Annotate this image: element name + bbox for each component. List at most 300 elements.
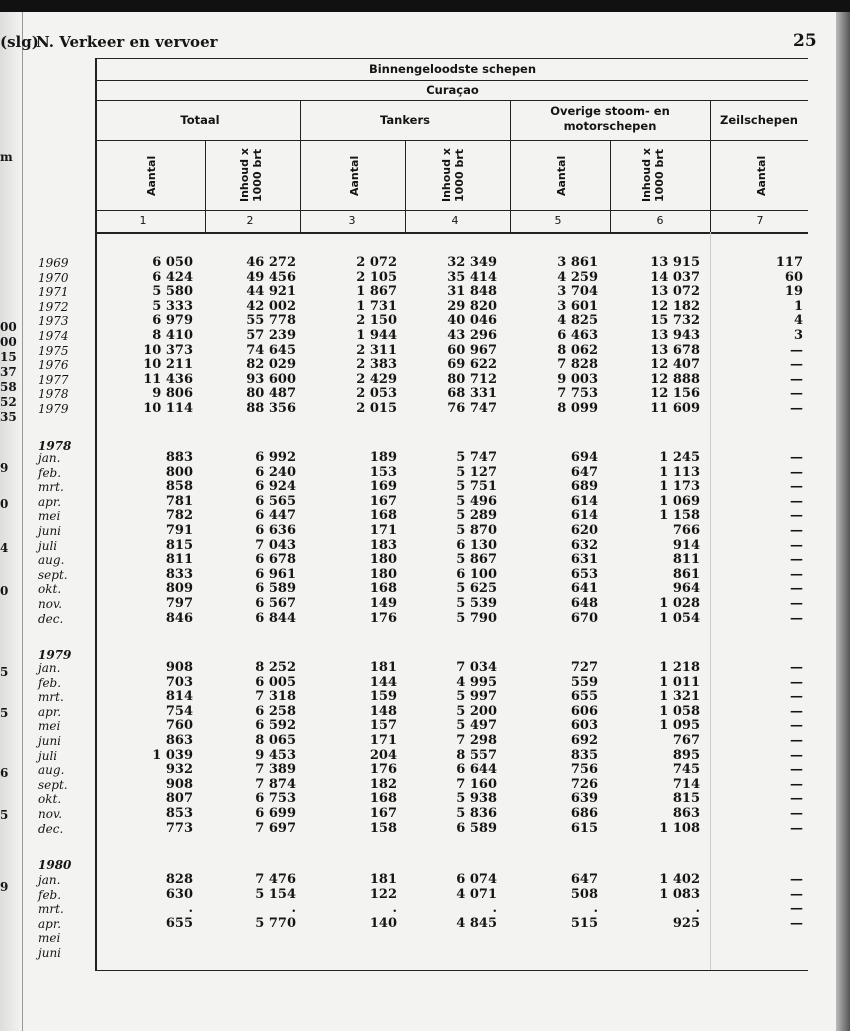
table-cell: 1 944 bbox=[356, 328, 397, 343]
table-cell: 5 938 bbox=[456, 791, 497, 807]
table-cell: 13 943 bbox=[650, 328, 700, 343]
margin-fragment: 5 bbox=[0, 665, 9, 679]
table-cell: 49 456 bbox=[246, 269, 296, 285]
table-cell: 5 790 bbox=[456, 610, 497, 626]
table-cell: 10 373 bbox=[143, 342, 193, 358]
table-cell: 159 bbox=[369, 689, 397, 705]
table-cell: 760 bbox=[165, 718, 193, 734]
table-cell: 13 678 bbox=[650, 342, 700, 358]
row-period: 1976 bbox=[38, 358, 69, 373]
table-cell: 15 732 bbox=[650, 313, 700, 329]
table-cell: 647 bbox=[570, 464, 598, 480]
table-cell: 6 130 bbox=[456, 537, 497, 553]
table-cell: 2 072 bbox=[356, 255, 397, 270]
row-period: aug. bbox=[38, 763, 65, 778]
row-period: mrt. bbox=[38, 902, 64, 917]
table-cell: 9 806 bbox=[152, 386, 193, 402]
row-period: mei bbox=[38, 719, 61, 734]
table-cell: 12 888 bbox=[650, 371, 700, 387]
table-cell: 614 bbox=[570, 508, 598, 524]
table-cell: 5 497 bbox=[456, 718, 497, 734]
table-cell: 846 bbox=[165, 610, 193, 626]
table-cell: 863 bbox=[672, 806, 700, 821]
table-cell: — bbox=[790, 523, 803, 538]
table-cell: 964 bbox=[672, 581, 700, 597]
table-cell: . bbox=[392, 901, 397, 917]
row-period: juli bbox=[38, 748, 58, 763]
table-cell: 8 252 bbox=[255, 660, 296, 675]
table-cell: — bbox=[790, 791, 803, 807]
table-cell: 828 bbox=[165, 872, 193, 887]
table-cell: 2 150 bbox=[356, 313, 397, 329]
scan-border bbox=[0, 0, 850, 12]
margin-fragment: 37 bbox=[0, 365, 17, 379]
table-cell: 603 bbox=[570, 718, 598, 734]
margin-fragment: 9 bbox=[0, 461, 9, 475]
table-cell: 925 bbox=[672, 915, 700, 931]
margin-fragment: 5 bbox=[0, 706, 9, 720]
table-cell: 168 bbox=[369, 581, 397, 597]
table-cell: 117 bbox=[775, 255, 803, 270]
table-cell: — bbox=[790, 660, 803, 675]
table-cell: 6 924 bbox=[255, 479, 296, 495]
row-period: okt. bbox=[38, 792, 62, 807]
table-cell: 5 867 bbox=[456, 552, 497, 568]
table-cell: 5 289 bbox=[456, 508, 497, 524]
margin-fragment: m bbox=[0, 150, 13, 164]
table-cell: 1 402 bbox=[659, 872, 700, 887]
table-cell: 9 453 bbox=[255, 747, 296, 763]
table-cell: — bbox=[790, 581, 803, 597]
table-cell: 8 099 bbox=[557, 401, 598, 416]
table-cell: 800 bbox=[165, 464, 193, 480]
table-cell: . bbox=[695, 901, 700, 917]
table-cell: — bbox=[790, 886, 803, 902]
column-number: 5 bbox=[554, 214, 562, 227]
table-cell: 908 bbox=[165, 660, 193, 675]
column-number: 7 bbox=[756, 214, 764, 227]
table-cell: 773 bbox=[165, 820, 193, 836]
table-cell: 5 127 bbox=[456, 464, 497, 480]
row-period: apr. bbox=[38, 704, 62, 719]
table-cell: 29 820 bbox=[447, 298, 497, 314]
table-cell: 4 071 bbox=[456, 886, 497, 902]
table-cell: 7 697 bbox=[255, 820, 296, 836]
table-cell: 811 bbox=[672, 552, 700, 568]
margin-fragment: 52 bbox=[0, 395, 17, 409]
table-cell: 647 bbox=[570, 872, 598, 887]
table-cell: 914 bbox=[672, 537, 700, 553]
table-cell: — bbox=[790, 610, 803, 626]
row-period: 1978 bbox=[38, 387, 69, 402]
table-cell: 19 bbox=[784, 284, 803, 300]
table-cell: 833 bbox=[165, 566, 193, 582]
table-cell: 2 015 bbox=[356, 401, 397, 416]
table-cell: 6 589 bbox=[456, 820, 497, 836]
table-cell: 144 bbox=[369, 674, 397, 690]
table-cell: 2 053 bbox=[356, 386, 397, 402]
table-cell: 9 003 bbox=[557, 371, 598, 387]
table-cell: 7 874 bbox=[255, 776, 296, 792]
table-cell: 6 961 bbox=[255, 566, 296, 582]
table-cell: 5 154 bbox=[255, 886, 296, 902]
table-cell: 2 311 bbox=[356, 342, 397, 358]
table-cell: 176 bbox=[369, 762, 397, 778]
table-cell: 6 074 bbox=[456, 872, 497, 887]
row-period: 1970 bbox=[38, 270, 69, 285]
table-cell: 6 699 bbox=[255, 806, 296, 821]
table-cell: 6 678 bbox=[255, 552, 296, 568]
table-cell: 167 bbox=[369, 806, 397, 821]
row-period: 1974 bbox=[38, 329, 69, 343]
table-cell: 149 bbox=[369, 596, 397, 611]
subheader: Aantal bbox=[555, 155, 568, 196]
margin-fragment: 4 bbox=[0, 541, 9, 555]
page-number: 25 bbox=[793, 31, 817, 51]
row-period: 1977 bbox=[38, 372, 69, 387]
margin-fragment: 58 bbox=[0, 380, 17, 394]
table-cell: 653 bbox=[570, 566, 598, 582]
table-cell: 7 298 bbox=[456, 733, 497, 748]
margin-fragment: 5 bbox=[0, 808, 9, 822]
table-cell: 55 778 bbox=[246, 313, 296, 329]
table-cell: 814 bbox=[165, 689, 193, 705]
table-cell: 655 bbox=[570, 689, 598, 705]
table-cell: 1 083 bbox=[659, 886, 700, 902]
table-cell: 5 747 bbox=[456, 450, 497, 465]
column-number: 4 bbox=[451, 214, 459, 227]
table-cell: 7 753 bbox=[557, 386, 598, 402]
row-period: nov. bbox=[38, 597, 63, 611]
table-cell: 791 bbox=[165, 523, 193, 538]
table-cell: 6 424 bbox=[152, 269, 193, 285]
table-cell: 6 565 bbox=[255, 493, 296, 509]
row-period: sept. bbox=[38, 567, 68, 582]
table-cell: — bbox=[790, 371, 803, 387]
table-cell: 6 979 bbox=[152, 313, 193, 329]
table-cell: 5 870 bbox=[456, 523, 497, 538]
row-period: mei bbox=[38, 931, 61, 946]
table-cell: 2 383 bbox=[356, 357, 397, 373]
table-cell: 745 bbox=[672, 762, 700, 778]
table-cell: 11 609 bbox=[650, 401, 700, 416]
table-cell: 726 bbox=[570, 776, 598, 792]
rule bbox=[95, 140, 808, 141]
table-cell: — bbox=[790, 552, 803, 568]
table-cell: 703 bbox=[165, 674, 193, 690]
rule bbox=[95, 58, 808, 59]
table-cell: 1 011 bbox=[659, 674, 700, 690]
row-period: 1975 bbox=[38, 343, 69, 358]
rule bbox=[95, 100, 808, 101]
table-cell: 508 bbox=[570, 886, 598, 902]
table-cell: 6 753 bbox=[255, 791, 296, 807]
table-cell: — bbox=[790, 689, 803, 705]
table-cell: 1 321 bbox=[659, 689, 700, 705]
row-period: 1971 bbox=[38, 285, 69, 300]
table-cell: 168 bbox=[369, 508, 397, 524]
table-cell: 615 bbox=[570, 820, 598, 836]
table-cell: 782 bbox=[165, 508, 193, 524]
table-cell: 168 bbox=[369, 791, 397, 807]
section-label: 1980 bbox=[38, 858, 72, 872]
table-cell: 7 476 bbox=[255, 872, 296, 887]
table-cell: 630 bbox=[165, 886, 193, 902]
rule bbox=[510, 100, 511, 232]
table-cell: 157 bbox=[369, 718, 397, 734]
table-cell: 35 414 bbox=[447, 269, 497, 285]
table-cell: 57 239 bbox=[246, 328, 296, 343]
subheader: Aantal bbox=[348, 155, 361, 196]
column-number: 6 bbox=[656, 214, 664, 227]
table-cell: 6 592 bbox=[255, 718, 296, 734]
table-cell: 68 331 bbox=[447, 386, 497, 402]
margin-fragment: 15 bbox=[0, 350, 17, 364]
table-cell: 559 bbox=[570, 674, 598, 690]
table-cell: 694 bbox=[570, 450, 598, 465]
table-cell: 6 992 bbox=[255, 450, 296, 465]
table-cell: 40 046 bbox=[447, 313, 497, 329]
table-cell: 686 bbox=[570, 806, 598, 821]
table-cell: 140 bbox=[369, 915, 397, 931]
table-cell: 6 100 bbox=[456, 566, 497, 582]
table-cell: 204 bbox=[369, 747, 397, 763]
row-period: apr. bbox=[38, 494, 62, 509]
table-cell: . bbox=[188, 901, 193, 917]
table-cell: 714 bbox=[672, 776, 700, 792]
table-cell: — bbox=[790, 450, 803, 465]
table-cell: 1 054 bbox=[659, 610, 700, 626]
table-cell: 32 349 bbox=[447, 255, 497, 270]
table-cell: — bbox=[790, 747, 803, 763]
rule bbox=[95, 80, 808, 81]
table-cell: 8 062 bbox=[557, 342, 598, 358]
rule bbox=[95, 232, 808, 234]
table-cell: — bbox=[790, 479, 803, 495]
table-cell: 7 160 bbox=[456, 776, 497, 792]
section-label: 1978 bbox=[38, 439, 72, 453]
table-cell: 5 200 bbox=[456, 703, 497, 719]
table-cell: 5 836 bbox=[456, 806, 497, 821]
margin-fragment: 9 bbox=[0, 880, 9, 894]
section-title: N. Verkeer en vervoer bbox=[36, 33, 218, 51]
margin-fragment: 00 bbox=[0, 320, 17, 334]
row-period: sept. bbox=[38, 777, 68, 792]
table-cell: 182 bbox=[369, 776, 397, 792]
table-cell: 93 600 bbox=[246, 371, 296, 387]
table-cell: 6 636 bbox=[255, 523, 296, 538]
row-period: 1972 bbox=[38, 299, 69, 314]
row-period: feb. bbox=[38, 887, 62, 902]
table-cell: 171 bbox=[369, 733, 397, 748]
table-cell: 6 447 bbox=[255, 508, 296, 524]
table-cell: 80 712 bbox=[447, 371, 497, 387]
table-cell: 180 bbox=[369, 552, 397, 568]
table-cell: 1 173 bbox=[659, 479, 700, 495]
table-cell: 5 770 bbox=[255, 915, 296, 931]
row-period: feb. bbox=[38, 675, 62, 690]
table-cell: 692 bbox=[570, 733, 598, 748]
subheader: Inhoud x 1000 brt bbox=[640, 148, 666, 202]
row-period: mei bbox=[38, 509, 61, 524]
table-cell: 853 bbox=[165, 806, 193, 821]
table-cell: 797 bbox=[165, 596, 193, 611]
row-period: mrt. bbox=[38, 690, 64, 705]
table-cell: — bbox=[790, 776, 803, 792]
table-cell: 31 848 bbox=[447, 284, 497, 300]
row-period: okt. bbox=[38, 582, 62, 597]
margin-fragment: 6 bbox=[0, 766, 9, 780]
table-cell: 781 bbox=[165, 493, 193, 509]
rule bbox=[610, 140, 611, 232]
table-cell: 620 bbox=[570, 523, 598, 538]
table-cell: 1 095 bbox=[659, 718, 700, 734]
table-cell: 14 037 bbox=[650, 269, 700, 285]
table-cell: 44 921 bbox=[246, 284, 296, 300]
table-cell: 180 bbox=[369, 566, 397, 582]
table-cell: 863 bbox=[165, 733, 193, 748]
row-period: jan. bbox=[38, 661, 61, 675]
table-cell: — bbox=[790, 464, 803, 480]
table-cell: 181 bbox=[369, 872, 397, 887]
table-cell: 5 580 bbox=[152, 284, 193, 300]
table-cell: 13 915 bbox=[650, 255, 700, 270]
table-cell: 176 bbox=[369, 610, 397, 626]
table-cell: 43 296 bbox=[447, 328, 497, 343]
table-cell: 189 bbox=[369, 450, 397, 465]
table-cell: 171 bbox=[369, 523, 397, 538]
table-cell: 4 825 bbox=[557, 313, 598, 329]
subheader: Aantal bbox=[145, 155, 158, 196]
table-cell: 5 539 bbox=[456, 596, 497, 611]
table-cell: 82 029 bbox=[246, 357, 296, 373]
row-period: apr. bbox=[38, 916, 62, 931]
table-cell: — bbox=[790, 915, 803, 931]
table-cell: 861 bbox=[672, 566, 700, 582]
table-cell: 815 bbox=[672, 791, 700, 807]
table-cell: 5 333 bbox=[152, 298, 193, 314]
row-period: feb. bbox=[38, 465, 62, 480]
table-cell: 648 bbox=[570, 596, 598, 611]
table-cell: 670 bbox=[570, 610, 598, 626]
rule bbox=[405, 140, 406, 232]
table-cell: — bbox=[790, 357, 803, 373]
table-cell: 727 bbox=[570, 660, 598, 675]
group-tankers: Tankers bbox=[380, 113, 430, 127]
table-cell: 12 156 bbox=[650, 386, 700, 402]
table-cell: 181 bbox=[369, 660, 397, 675]
table-cell: 641 bbox=[570, 581, 598, 597]
cut-header: (slg) bbox=[0, 33, 39, 51]
table-cell: — bbox=[790, 718, 803, 734]
subheader: Aantal bbox=[755, 155, 768, 196]
column-number: 3 bbox=[348, 214, 356, 227]
row-period: aug. bbox=[38, 553, 65, 568]
table-cell: 1 245 bbox=[659, 450, 700, 465]
table-cell: — bbox=[790, 493, 803, 509]
subheader: Inhoud x 1000 brt bbox=[440, 148, 466, 202]
table-cell: 606 bbox=[570, 703, 598, 719]
table-cell: 8 557 bbox=[456, 747, 497, 763]
table-cell: 88 356 bbox=[246, 401, 296, 416]
table-cell: — bbox=[790, 401, 803, 416]
table-cell: 895 bbox=[672, 747, 700, 763]
table-cell: — bbox=[790, 537, 803, 553]
table-cell: — bbox=[790, 806, 803, 821]
table-cell: 4 845 bbox=[456, 915, 497, 931]
column-number: 2 bbox=[246, 214, 254, 227]
table-cell: 4 bbox=[793, 313, 803, 329]
table-cell: 1 113 bbox=[659, 464, 700, 480]
table-cell: 1 218 bbox=[659, 660, 700, 675]
row-period: juni bbox=[38, 734, 62, 748]
margin-fragment: 35 bbox=[0, 410, 17, 424]
rule bbox=[95, 210, 808, 211]
table-cell: 1 039 bbox=[152, 747, 193, 763]
table-cell: 689 bbox=[570, 479, 598, 495]
table-cell: 153 bbox=[369, 464, 397, 480]
table-cell: 6 644 bbox=[456, 762, 497, 778]
table-cell: 515 bbox=[570, 915, 598, 931]
table-cell: 11 436 bbox=[143, 371, 193, 387]
table-cell: 5 496 bbox=[456, 493, 497, 509]
table-cell: 169 bbox=[369, 479, 397, 495]
table-subtitle: Curaçao bbox=[426, 83, 479, 97]
row-period: nov. bbox=[38, 807, 63, 821]
table-cell: 908 bbox=[165, 776, 193, 792]
table-cell: 6 589 bbox=[255, 581, 296, 597]
table-cell: 76 747 bbox=[447, 401, 497, 416]
table-cell: 614 bbox=[570, 493, 598, 509]
table-cell: 6 258 bbox=[255, 703, 296, 719]
margin-fragment: 00 bbox=[0, 335, 17, 349]
row-period: juni bbox=[38, 524, 62, 538]
row-period: 1979 bbox=[38, 402, 69, 416]
table-cell: 883 bbox=[165, 450, 193, 465]
section-label: 1979 bbox=[38, 648, 72, 662]
table-cell: 5 625 bbox=[456, 581, 497, 597]
table-cell: 2 429 bbox=[356, 371, 397, 387]
table-cell: 6 463 bbox=[557, 328, 598, 343]
table-cell: 807 bbox=[165, 791, 193, 807]
table-cell: 158 bbox=[369, 820, 397, 836]
table-cell: 6 844 bbox=[255, 610, 296, 626]
table-cell: 10 114 bbox=[143, 401, 193, 416]
table-cell: . bbox=[291, 901, 296, 917]
table-cell: — bbox=[790, 901, 803, 917]
table-cell: 1 bbox=[793, 298, 803, 314]
rule bbox=[95, 58, 97, 970]
table-cell: 754 bbox=[165, 703, 193, 719]
column-number: 1 bbox=[139, 214, 147, 227]
table-cell: — bbox=[790, 508, 803, 524]
table-cell: 3 601 bbox=[557, 298, 598, 314]
table-cell: 4 995 bbox=[456, 674, 497, 690]
table-cell: 42 002 bbox=[246, 298, 296, 314]
table-cell: 183 bbox=[369, 537, 397, 553]
table-cell: 13 072 bbox=[650, 284, 700, 300]
group-overige: Overige stoom- en motorschepen bbox=[550, 104, 670, 133]
table-cell: 7 318 bbox=[255, 689, 296, 705]
table-cell: 639 bbox=[570, 791, 598, 807]
row-period: 1973 bbox=[38, 314, 69, 329]
table-cell: 148 bbox=[369, 703, 397, 719]
table-cell: — bbox=[790, 733, 803, 748]
row-period: dec. bbox=[38, 821, 64, 836]
table-cell: 815 bbox=[165, 537, 193, 553]
table-cell: 122 bbox=[369, 886, 397, 902]
table-cell: 7 034 bbox=[456, 660, 497, 675]
